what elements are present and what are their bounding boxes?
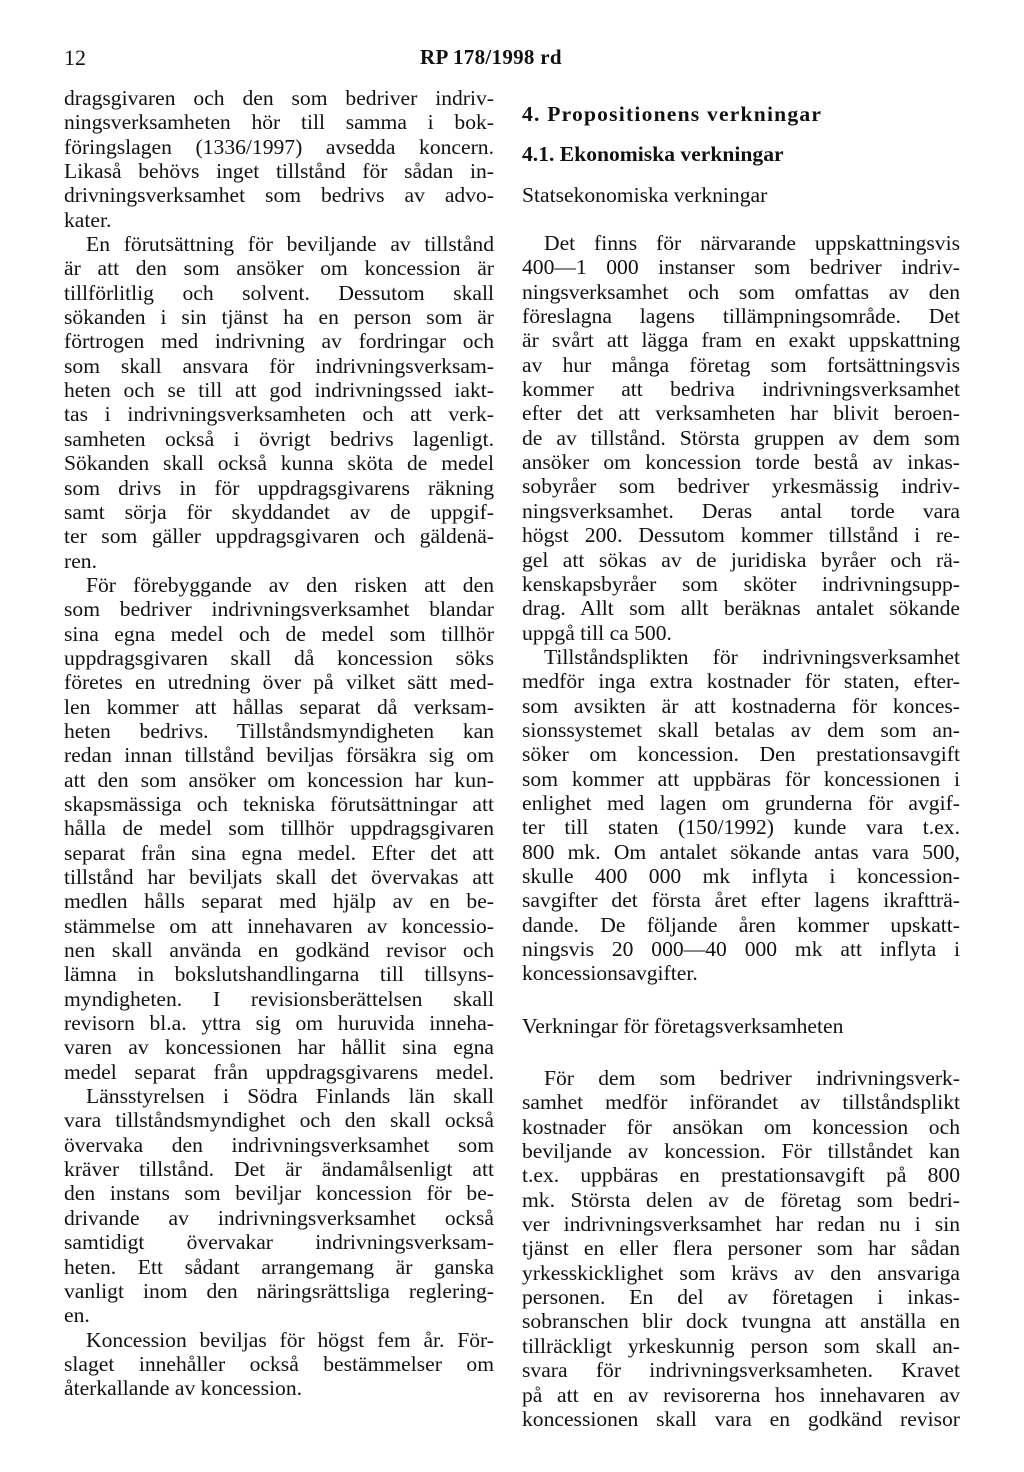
text-line: ningsverksamhet och som omfattas av den: [522, 279, 960, 304]
text-line: lämna in bokslutshandlingarna till tillsyns-: [64, 962, 494, 987]
text-line: drivande av indrivningsverksamhet också: [64, 1205, 494, 1230]
text-line: koncessionen skall vara en godkänd revisor: [522, 1406, 960, 1431]
text-line: de av tillstånd. Största gruppen av dem som: [522, 425, 960, 450]
text-line: föreslagna lagens tillämpningsområde. Det: [522, 304, 960, 329]
text-line: den instans som beviljar koncession för be-: [64, 1181, 494, 1206]
text-line: medför inga extra kostnader för staten, efter-: [522, 669, 960, 694]
text-line: av hur många företag som fortsättningsvis: [522, 352, 960, 377]
text-line: ningsverksamhet. Deras antal torde vara: [522, 498, 960, 523]
text-line: medel separat från uppdragsgivarens medel.: [64, 1059, 494, 1084]
text-line: som skall ansvara för indrivningsverksam-: [64, 353, 494, 378]
text-line: Tillståndsplikten för indrivningsverksamhet: [544, 644, 960, 669]
text-line: Likaså behövs inget tillstånd för sådan in-: [64, 159, 494, 184]
text-line: uppgå till ca 500.: [522, 620, 672, 645]
subsection-heading: 4.1. Ekonomiska verkningar: [522, 142, 784, 167]
text-line: företes en utredning över på vilket sätt med-: [64, 670, 494, 695]
text-line: stämmelse om att innehavaren av koncessio-: [64, 913, 494, 938]
text-line: För dem som bedriver indrivningsverk-: [544, 1066, 960, 1091]
text-line: att den som ansöker om koncession har kun-: [64, 767, 494, 792]
text-line: revisorn bl.a. yttra sig om huruvida inneha-: [64, 1011, 494, 1036]
running-title: RP 178/1998 rd: [420, 45, 562, 69]
text-line: uppdragsgivaren skall då koncession söks: [64, 645, 494, 670]
text-line: En förutsättning för beviljande av tillstånd: [86, 232, 494, 257]
text-line: söker om koncession. Den prestationsavgift: [522, 742, 960, 767]
text-line: Koncession beviljas för högst fem år. För-: [86, 1327, 494, 1352]
text-line: sionssystemet skall betalas av dem som an-: [522, 717, 960, 742]
text-line: slaget innehåller också bestämmelser om: [64, 1351, 494, 1376]
text-line: heten bedrivs. Tillståndsmyndigheten kan: [64, 718, 494, 743]
text-line: ningsvis 20 000—40 000 mk att inflyta i: [522, 937, 960, 961]
text-line: dragsgivaren och den som bedriver indriv-: [64, 86, 494, 110]
text-line: samt sörja för skyddandet av de uppgif-: [64, 499, 494, 524]
page-header: [0, 45, 1024, 75]
section-heading: 4. Propositionens verkningar: [522, 102, 823, 126]
text-line: För förebyggande av den risken att den: [86, 572, 494, 597]
text-line: kräver tillstånd. Det är ändamålsenligt att: [64, 1157, 494, 1182]
text-line: sobranschen blir dock tvungna att anställa en: [522, 1309, 960, 1334]
text-line: högst 200. Dessutom kommer tillstånd i re-: [522, 523, 960, 548]
text-line: drag. Allt som allt beräknas antalet sökande: [522, 596, 960, 621]
text-line: skapsmässiga och tekniska förutsättningar att: [64, 791, 494, 816]
text-line: kostnader för ansökan om koncession och: [522, 1114, 960, 1139]
text-line: är att den som ansöker om koncession är: [64, 256, 494, 281]
text-line: len kommer att hållas separat då verksam-: [64, 694, 494, 719]
text-line: medlen hålls separat med hjälp av en be-: [64, 889, 494, 914]
text-line: svara för indrivningsverksamheten. Kravet: [522, 1358, 960, 1383]
text-line: som kommer att uppbäras för koncessionen i: [522, 766, 960, 791]
text-line: som bedriver indrivningsverksamhet blandar: [64, 597, 494, 622]
text-line: samheten också i övrigt bedrivs lagenligt.: [64, 426, 494, 451]
text-line: förtrogen med indrivning av fordringar och: [64, 329, 494, 354]
text-line: samhet medför införandet av tillståndsplikt: [522, 1090, 960, 1115]
text-line: föringslagen (1336/1997) avsedda koncern.: [64, 134, 494, 159]
text-line: sobyråer som bedriver yrkesmässig indriv-: [522, 474, 960, 499]
text-line: nen skall använda en godkänd revisor och: [64, 938, 494, 963]
text-line: återkallande av koncession.: [64, 1376, 303, 1401]
text-line: tillstånd har beviljats skall det övervakas att: [64, 865, 494, 889]
text-line: beviljande av koncession. För tillståndet kan: [522, 1139, 960, 1164]
text-line: myndigheten. I revisionsberättelsen skall: [64, 986, 494, 1011]
text-line: dande. De följande åren kommer upskatt-: [522, 912, 960, 937]
text-line: ter till staten (150/1992) kunde vara t.ex.: [522, 815, 960, 840]
text-line: efter det att verksamheten har blivit beroen-: [522, 401, 960, 426]
text-line: som drivs in för uppdragsgivarens räkning: [64, 475, 494, 500]
text-line: 400—1 000 instanser som bedriver indriv-: [522, 255, 960, 280]
text-line: hålla de medel som tillhör uppdragsgivaren: [64, 816, 494, 841]
text-line: kater.: [64, 207, 112, 232]
text-line: varen av koncessionen har hållit sina egna: [64, 1035, 494, 1060]
text-line: personen. En del av företagen i inkas-: [522, 1285, 960, 1310]
text-line: är svårt att lägga fram en exakt uppskattning: [522, 328, 960, 353]
text-line: övervaka den indrivningsverksamhet som: [64, 1132, 494, 1157]
text-line: heten och se till att god indrivningssed iakt-: [64, 378, 494, 403]
text-line: på att en av revisorerna hos innehavaren av: [522, 1382, 960, 1407]
text-line: mk. Största delen av de företag som bedri-: [522, 1187, 960, 1212]
subheading-statsekonomiska: Statsekonomiska verkningar: [522, 182, 768, 207]
text-line: ver indrivningsverksamhet har redan nu i sin: [522, 1212, 960, 1237]
text-line: koncessionsavgifter.: [522, 961, 698, 986]
text-line: gel att sökas av de juridiska byråer och rä-: [522, 547, 960, 572]
text-line: tillräckligt yrkeskunnig person som skall an-: [522, 1333, 960, 1358]
text-line: savgifter det första året efter lagens ikraftträ-: [522, 888, 960, 913]
text-line: Sökanden skall också kunna sköta de medel: [64, 451, 494, 476]
text-line: sina egna medel och de medel som tillhör: [64, 621, 494, 646]
text-line: Länsstyrelsen i Södra Finlands län skall: [86, 1084, 494, 1109]
text-line: separat från sina egna medel. Efter det att: [64, 840, 494, 865]
text-line: vara tillståndsmyndighet och den skall också: [64, 1108, 494, 1133]
text-line: enlighet med lagen om grunderna för avgif-: [522, 790, 960, 815]
text-line: kenskapsbyråer som sköter indrivningsupp-: [522, 571, 960, 596]
right-column: [522, 86, 960, 1431]
text-line: tillförlitlig och solvent. Dessutom skall: [64, 280, 494, 305]
text-line: t.ex. uppbäras en prestationsavgift på 800: [522, 1163, 960, 1188]
text-line: heten. Ett sådant arrangemang är ganska: [64, 1254, 494, 1279]
text-line: sökanden i sin tjänst ha en person som är: [64, 305, 494, 330]
text-line: som avsikten är att kostnaderna för konces-: [522, 693, 960, 718]
text-line: ren.: [64, 548, 97, 573]
text-line: drivningsverksamhet som bedrivs av advo-: [64, 183, 494, 208]
text-line: kommer att bedriva indrivningsverksamhet: [522, 377, 960, 402]
left-column: [64, 86, 494, 1401]
text-line: 800 mk. Om antalet sökande antas vara 500,: [522, 839, 960, 864]
subheading-foretagsverksamheten: Verkningar för företagsverksamheten: [522, 1013, 844, 1038]
text-line: ningsverksamheten hör till samma i bok-: [64, 110, 494, 135]
text-line: redan innan tillstånd beviljas försäkra sig om: [64, 743, 494, 768]
page-number: 12: [64, 45, 86, 70]
text-line: ansöker om koncession torde bestå av inkas-: [522, 450, 960, 475]
text-line: samtidigt övervakar indrivningsverksam-: [64, 1230, 494, 1255]
text-line: yrkesskicklighet som krävs av den ansvariga: [522, 1260, 960, 1285]
text-line: ter som gäller uppdragsgivaren och gäldenä-: [64, 524, 494, 549]
text-line: en.: [64, 1303, 90, 1328]
text-line: skulle 400 000 mk inflyta i koncession-: [522, 863, 960, 888]
text-line: tjänst en eller flera personer som har sådan: [522, 1236, 960, 1261]
text-line: tas i indrivningsverksamheten och att verk-: [64, 402, 494, 427]
text-line: Det finns för närvarande uppskattningsvis: [544, 231, 960, 256]
text-line: vanligt inom den näringsrättsliga reglering-: [64, 1278, 494, 1303]
